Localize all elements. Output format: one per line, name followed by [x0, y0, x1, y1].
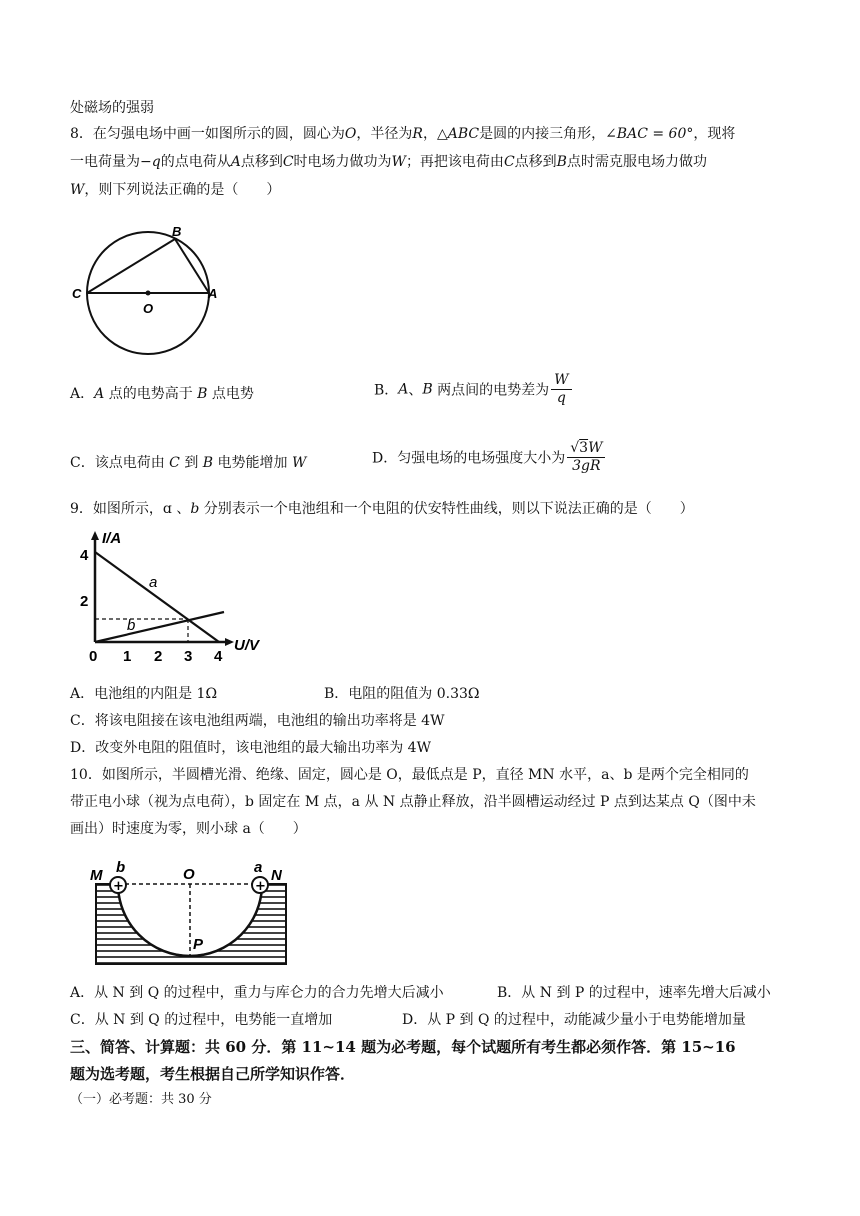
q8-option-c: C．该点电荷由 C 到 B 电势能增加 W [70, 455, 307, 471]
q9-label-b: b [127, 617, 136, 634]
section3-subheading: （一）必考题：共 30 分 [70, 1092, 212, 1107]
q10-label-m: M [90, 867, 103, 884]
q9-option-d: D．改变外电阻的阻值时，该电池组的最大输出功率为 4W [70, 740, 431, 756]
q9-xlabel: U/V [234, 637, 260, 654]
q8-label-o: O [143, 301, 154, 316]
q10-label-a: a [254, 859, 263, 876]
q8-option-d: D．匀强电场的电场强度大小为 $\frac{√3W}{3gR}$ [372, 440, 605, 475]
q9-ylabel: I/A [102, 530, 122, 547]
q8-option-b: B．A、B 两点间的电势差为 $\frac{W}{q}$ [374, 372, 572, 407]
q10-option-a: A．从 N 到 Q 的过程中，重力与库仑力的合力先增大后减小 [70, 985, 444, 1001]
prev-question-tail: 处磁场的强弱 [70, 100, 154, 116]
q8-stem-line3: W，则下列说法正确的是（ ） [70, 182, 281, 198]
q9-ytick-2: 2 [80, 593, 89, 610]
q10-groove-body [96, 884, 286, 964]
q10-stem-line2: 带正电小球（视为点电荷），b 固定在 M 点，a 从 N 点静止释放，沿半圆槽运动经过 P 点到达某点 Q（图中未 [70, 794, 756, 810]
q10-label-o: O [183, 866, 195, 883]
q8-label-c: C [72, 286, 82, 301]
q9-option-a: A．电池组的内阻是 1Ω [70, 686, 218, 702]
q10-label-p: P [193, 936, 204, 953]
q9-line-b [95, 612, 224, 642]
q10-option-b: B．从 N 到 P 的过程中，速率先增大后减小 [497, 985, 771, 1001]
q10-option-d: D．从 P 到 Q 的过程中，动能减少量小于电势能增加量 [402, 1012, 746, 1028]
q9-xtick-0: 0 [89, 648, 98, 665]
q9-stem: 9．如图所示，ɑ 、b 分别表示一个电池组和一个电阻的伏安特性曲线，则以下说法正确的是（ ） [70, 501, 694, 517]
q10-ball-b-plus: + [113, 879, 124, 894]
q10-stem-line1: 10．如图所示，半圆槽光滑、绝缘、固定，圆心是 O，最低点是 P，直径 MN 水平，a、b 是两个完全相同的 [70, 767, 749, 783]
q10-ball-a-plus: + [255, 879, 266, 894]
q8-label-b: B [172, 224, 182, 239]
q8-chord-cb [87, 239, 175, 293]
q8-stem-line1: 8．在匀强电场中画一如图所示的圆，圆心为O，半径为R，△ABC是圆的内接三角形，∠BAC = 60°，现将 [70, 126, 736, 142]
q10-groove-figure [88, 846, 318, 974]
q8-option-a: A．A 点的电势高于 B 点电势 [70, 386, 254, 402]
q8-circle-figure [70, 222, 230, 372]
q9-xtick-1: 1 [123, 648, 132, 665]
q10-label-n: N [271, 867, 282, 884]
q9-label-a: a [149, 574, 158, 591]
q10-option-c: C．从 N 到 Q 的过程中，电势能一直增加 [70, 1012, 333, 1028]
q9-iu-graph [80, 530, 270, 665]
section3-heading-line1: 三、简答、计算题：共 60 分．第 11~14 题为必考题，每个试题所有考生都必须作答．第 15~16 [70, 1038, 736, 1056]
q9-xtick-4: 4 [214, 648, 223, 665]
q9-xtick-2: 2 [154, 648, 163, 665]
q9-xtick-3: 3 [184, 648, 193, 665]
q9-ytick-4: 4 [80, 547, 89, 564]
q8-b-fraction: $\frac{W}{q}$ [551, 372, 571, 407]
q8-stem-line2: 一电荷量为−q的点电荷从A点移到C时电场力做功为W；再把该电荷由C点移到B点时需克服电场力做功 [70, 154, 707, 170]
q8-d-fraction: $\frac{√3W}{3gR}$ [567, 440, 605, 475]
q8-label-a: A [208, 286, 218, 301]
q9-option-b: B．电阻的阻值为 0.33Ω [324, 686, 480, 702]
section3-heading-line2: 题为选考题，考生根据自己所学知识作答． [70, 1065, 356, 1083]
q8-center-dot [146, 291, 151, 296]
q10-label-b: b [116, 859, 126, 876]
q9-option-c: C．将该电阻接在该电池组两端，电池组的输出功率将是 4W [70, 713, 445, 729]
q8-chord-ba [175, 239, 209, 293]
q9-x-arrow [225, 638, 234, 646]
q9-y-arrow [91, 531, 99, 540]
q10-stem-line3: 画出）时速度为零，则小球 a（ ） [70, 821, 307, 837]
